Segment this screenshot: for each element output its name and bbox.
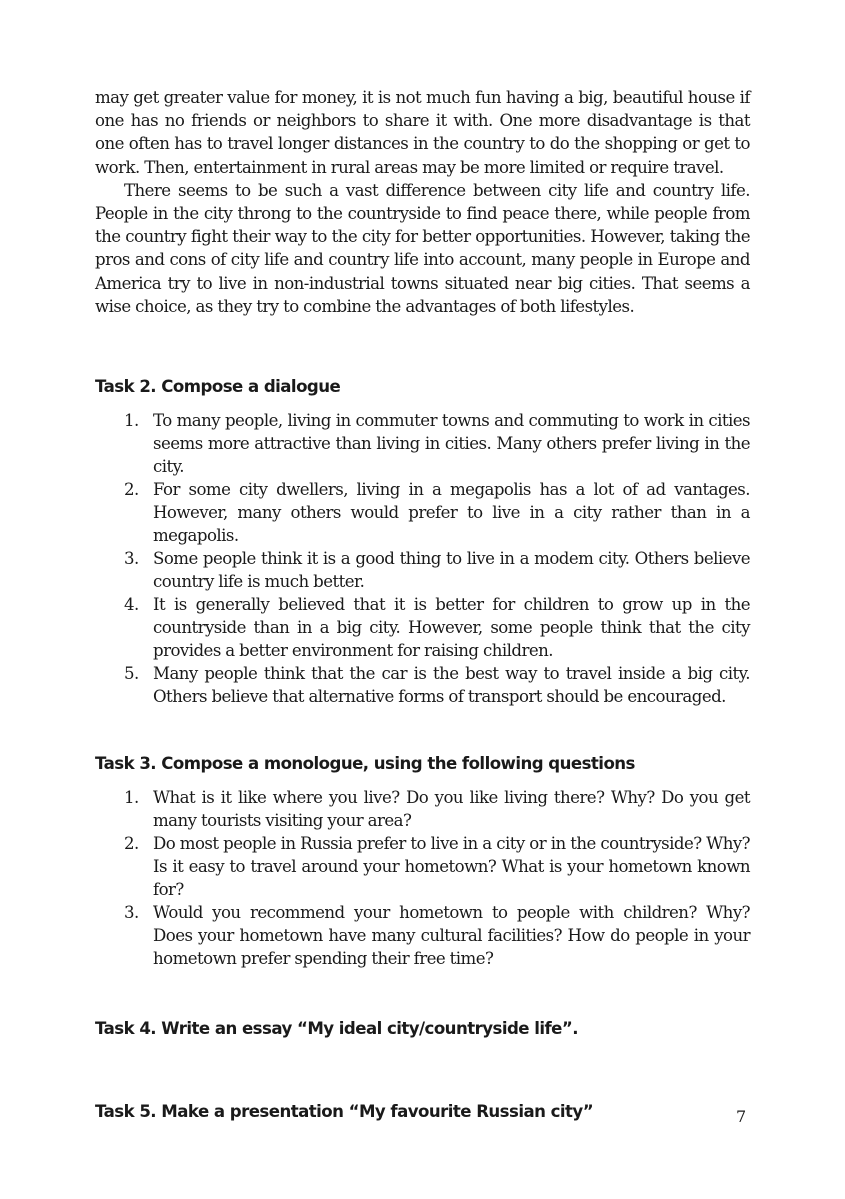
list-item-text: Many people think that the car is the best way to travel inside a big city. Others believe that alternative forms of transport should be encouraged. [153,664,750,707]
list-item-number: 4. [124,595,139,615]
list-item [95,901,750,970]
page-number: 7 [736,1107,747,1126]
page-content [95,86,750,1123]
intro-paragraph-2: There seems to be such a vast difference between city life and country life. People in the city throng to the countryside to find peace there, while people from the country fight their way to the city for better opportunities. However, taking the pros and cons of city life and country life into account, many people in Europe and America try to live in non-industrial towns situated near big cities. That seems a wise choice, as they try to combine the advantages of both lifestyles. [95,180,750,316]
list-item-number: 3. [124,903,139,923]
list-item-text: For some city dwellers, living in a megapolis has a lot of ad vantages. However, many others would prefer to live in a city rather than in a megapolis. [153,480,750,546]
list-item-number: 5. [124,664,139,684]
list-item [95,409,750,478]
list-item-text: Do most people in Russia prefer to live in a city or in the countryside? Why? Is it easy to travel around your hometown? What is your hometown known for? [153,834,750,900]
list-item-text: What is it like where you live? Do you like living there? Why? Do you get many tourists visiting your area? [153,788,750,831]
list-item [95,662,750,708]
task-3-heading: Task 3. Compose a monologue, using the following questions [95,754,635,774]
task-3-list [95,786,750,970]
list-item-text: Some people think it is a good thing to live in a modem city. Others believe country life is much better. [153,549,750,592]
list-item-number: 2. [124,480,139,500]
list-item [95,786,750,832]
task-4-heading: Task 4. Write an essay “My ideal city/countryside life”. [95,1019,578,1039]
intro-paragraph-1: may get greater value for money, it is not much fun having a big, beautiful house if one has no friends or neighbors to share it with. One more disadvantage is that one often has to travel longer distances in the country to do the shopping or get to work. Then, entertainment in rural areas may be more limited or require travel. [95,88,750,177]
task-2-list [95,409,750,708]
list-item [95,478,750,547]
list-item [95,593,750,662]
list-item-number: 1. [124,788,139,808]
list-item [95,832,750,901]
list-item-text: To many people, living in commuter towns and commuting to work in cities seems more attractive than living in cities. Many others prefer living in the city. [153,411,750,477]
list-item-number: 2. [124,834,139,854]
list-item-text: Would you recommend your hometown to people with children? Why? Does your hometown have many cultural facilities? How do people in your hometown prefer spending their free time? [153,903,750,969]
list-item [95,547,750,593]
list-item-number: 1. [124,411,139,431]
task-2-heading: Task 2. Compose a dialogue [95,377,341,397]
task-5-heading: Task 5. Make a presentation “My favourite Russian city” [95,1102,594,1122]
list-item-number: 3. [124,549,139,569]
list-item-text: It is generally believed that it is better for children to grow up in the countryside than in a big city. However, some people think that the city provides a better environment for raising children. [153,595,750,661]
